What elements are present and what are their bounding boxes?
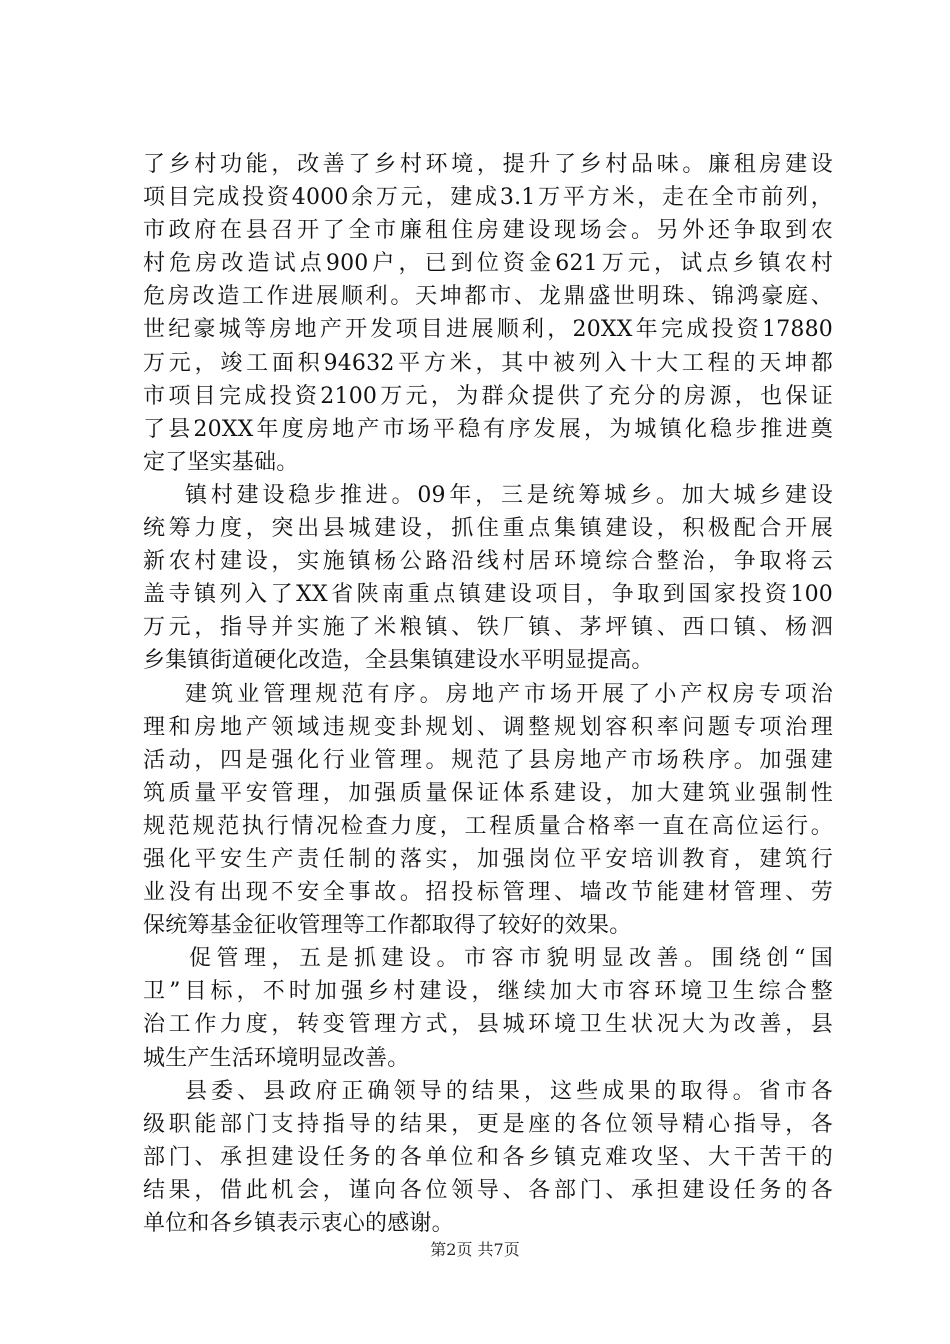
text-line: 结果，借此机会，谨向各位领导、各部门、承担建设任务的各 bbox=[143, 1177, 833, 1203]
text-line: 新农村建设，实施镇杨公路沿线村居环境综合整治，争取将云 bbox=[143, 549, 833, 575]
text-line: 市政府在县召开了全市廉租住房建设现场会。另外还争取到农 bbox=[143, 218, 833, 244]
document-body bbox=[143, 148, 833, 1240]
text-line: 市项目完成投资2100万元，为群众提供了充分的房源，也保证 bbox=[143, 383, 833, 409]
text-line: 万元，指导并实施了米粮镇、铁厂镇、茅坪镇、西口镇、杨泗 bbox=[143, 615, 833, 641]
paragraph-3 bbox=[143, 678, 833, 943]
text-line: 建筑业管理规范有序。房地产市场开展了小产权房专项治 bbox=[185, 681, 833, 707]
text-line: 治工作力度，转变管理方式，县城环境卫生状况大为改善，县 bbox=[143, 1012, 833, 1038]
text-line: 乡集镇街道硬化改造，全县集镇建设水平明显提高。 bbox=[143, 648, 654, 674]
text-line: 促管理，五是抓建设。市容市貌明显改善。围绕创“国 bbox=[189, 946, 833, 972]
text-line: 卫”目标，不时加强乡村建设，继续加大市容环境卫生综合整 bbox=[143, 979, 833, 1005]
text-line: 危房改造工作进展顺利。天坤都市、龙鼎盛世明珠、锦鸿豪庭、 bbox=[143, 284, 833, 310]
text-line: 部门、承担建设任务的各单位和各乡镇克难攻坚、大干苦干的 bbox=[143, 1144, 833, 1170]
text-line: 县委、县政府正确领导的结果，这些成果的取得。省市各 bbox=[185, 1078, 833, 1104]
page-number-label: 第2页 共7页 bbox=[430, 1240, 520, 1259]
paragraph-2 bbox=[143, 479, 833, 678]
text-line: 盖寺镇列入了XX省陕南重点镇建设项目，争取到国家投资100 bbox=[143, 582, 833, 608]
paragraph-1 bbox=[143, 148, 833, 479]
page-footer bbox=[0, 1240, 950, 1260]
paragraph-5 bbox=[143, 1075, 833, 1240]
text-line: 活动，四是强化行业管理。规范了县房地产市场秩序。加强建 bbox=[143, 747, 833, 773]
text-line: 了县20XX年度房地产市场平稳有序发展，为城镇化稳步推进奠 bbox=[143, 416, 833, 442]
text-line: 万元，竣工面积94632平方米，其中被列入十大工程的天坤都 bbox=[143, 350, 833, 376]
text-line: 世纪豪城等房地产开发项目进展顺利，20XX年完成投资17880 bbox=[143, 317, 833, 343]
text-line: 定了坚实基础。 bbox=[143, 449, 299, 475]
text-line: 保统筹基金征收管理等工作都取得了较好的效果。 bbox=[143, 913, 632, 939]
text-line: 村危房改造试点900户，已到位资金621万元，试点乡镇农村 bbox=[143, 251, 833, 277]
text-line: 统筹力度，突出县城建设，抓住重点集镇建设，积极配合开展 bbox=[143, 516, 833, 542]
text-line: 级职能部门支持指导的结果，更是座的各位领导精心指导，各 bbox=[143, 1111, 833, 1137]
text-line: 了乡村功能，改善了乡村环境，提升了乡村品味。廉租房建设 bbox=[143, 152, 833, 177]
text-line: 业没有出现不安全事故。招投标管理、墙改节能建材管理、劳 bbox=[143, 880, 833, 906]
text-line: 筑质量平安管理，加强质量保证体系建设，加大建筑业强制性 bbox=[143, 780, 833, 806]
text-line: 单位和各乡镇表示衷心的感谢。 bbox=[143, 1211, 454, 1236]
text-line: 城生产生活环境明显改善。 bbox=[143, 1045, 410, 1071]
text-line: 规范规范执行情况检查力度，工程质量合格率一直在高位运行。 bbox=[143, 813, 833, 839]
text-line: 强化平安生产责任制的落实，加强岗位平安培训教育，建筑行 bbox=[143, 846, 833, 872]
paragraph-4 bbox=[143, 942, 833, 1074]
text-line: 理和房地产领域违规变卦规划、调整规划容积率问题专项治理 bbox=[143, 714, 833, 740]
text-line: 项目完成投资4000余万元，建成3.1万平方米，走在全市前列， bbox=[143, 185, 833, 211]
text-line: 镇村建设稳步推进。09年，三是统筹城乡。加大城乡建设 bbox=[185, 482, 833, 508]
